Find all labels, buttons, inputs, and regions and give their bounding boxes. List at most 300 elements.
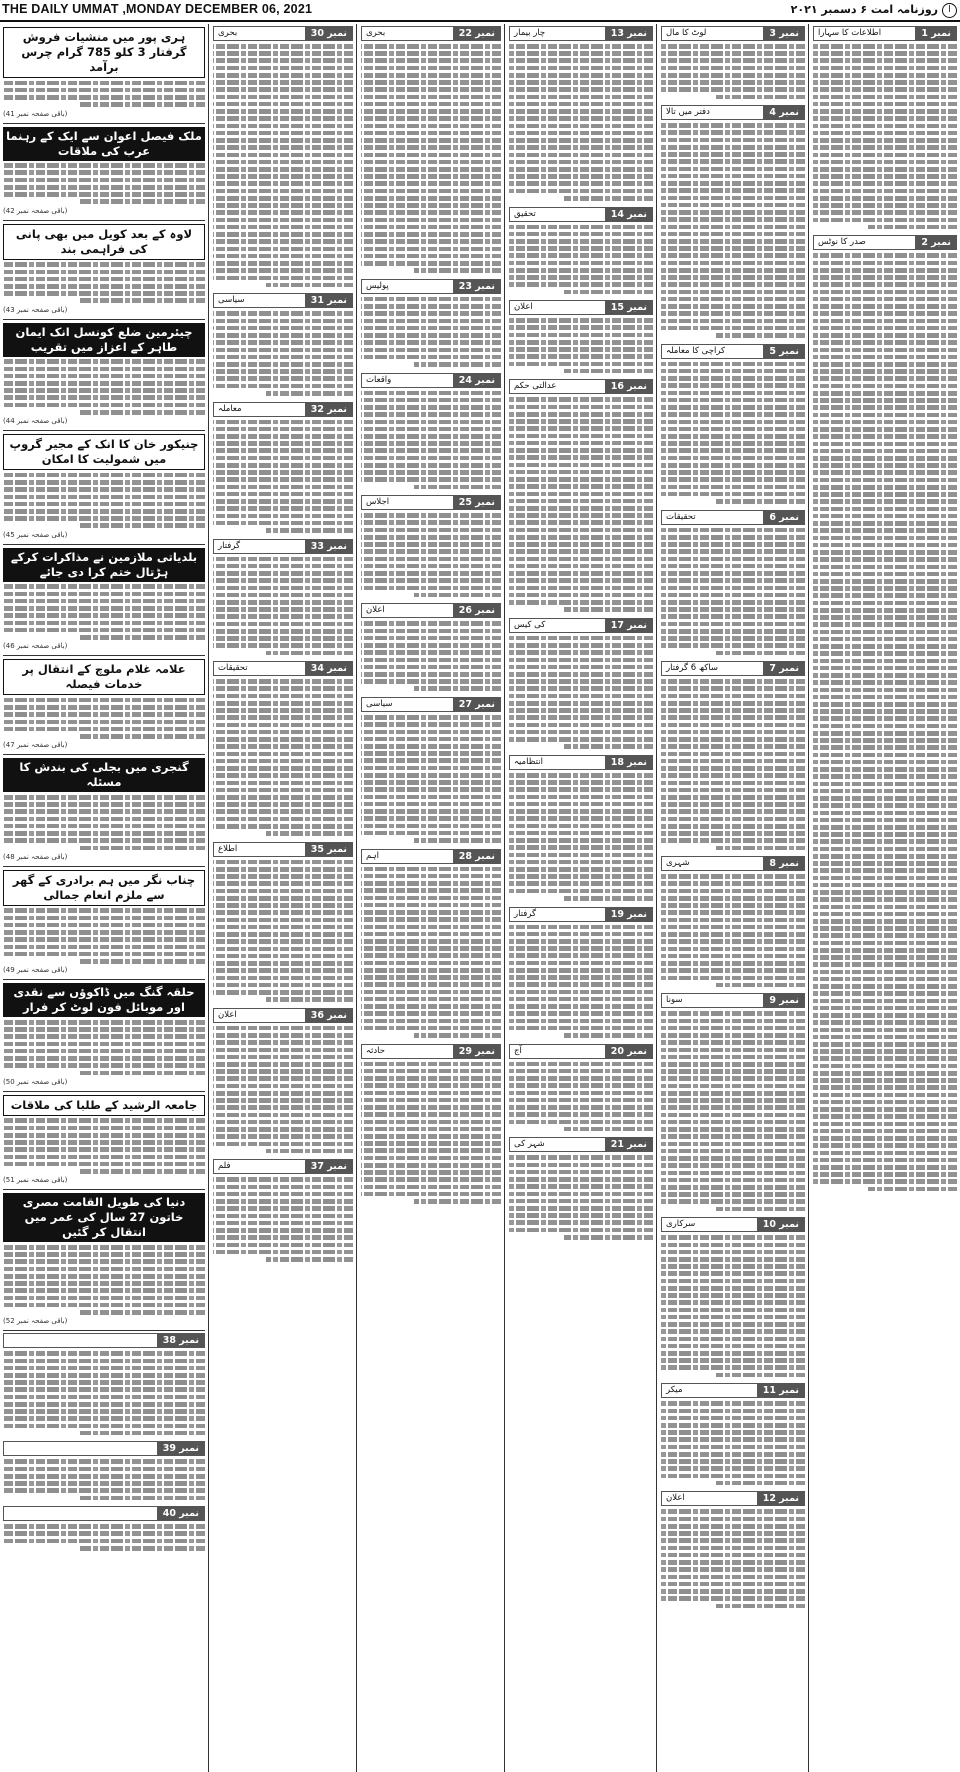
text-line (661, 420, 805, 425)
text-line (661, 383, 805, 388)
text-line (361, 1156, 501, 1161)
text-line (80, 298, 205, 303)
text-line (509, 1004, 653, 1009)
text-line (509, 982, 653, 987)
text-line (213, 593, 353, 598)
news-item-tag (509, 1137, 653, 1152)
text-line (813, 413, 957, 418)
text-line (661, 781, 805, 786)
text-line (213, 1084, 353, 1089)
news-item-category: سیاسی (213, 293, 305, 308)
text-line (3, 359, 205, 364)
text-line (213, 1069, 353, 1074)
text-line (509, 419, 653, 424)
text-line (813, 825, 957, 830)
text-line (813, 528, 957, 533)
text-line (661, 210, 805, 215)
text-line (361, 1026, 501, 1031)
text-line (213, 918, 353, 923)
news-item-number: نمبر 18 (605, 755, 653, 770)
news-brief-headline: چناب نگر میں ہم برادری کے گھر سے ملزم انعام جمالی (3, 870, 205, 906)
text-line (813, 297, 957, 302)
text-line (661, 44, 805, 49)
text-line (213, 910, 353, 915)
text-line (813, 622, 957, 627)
text-line (361, 715, 501, 720)
text-line (361, 441, 501, 446)
text-line (509, 557, 653, 562)
news-item-body (661, 528, 805, 656)
text-line (813, 818, 957, 823)
text-line (813, 492, 957, 497)
text-line (661, 968, 805, 973)
news-item-body (213, 860, 353, 1002)
text-line (213, 506, 353, 511)
text-line (361, 124, 501, 129)
text-line (266, 528, 353, 533)
news-item-body (213, 1026, 353, 1154)
text-line (661, 1344, 805, 1349)
text-line (813, 695, 957, 700)
text-line (509, 1091, 653, 1096)
text-line (661, 817, 805, 822)
text-line (509, 694, 653, 699)
text-line (3, 698, 205, 703)
text-line (361, 203, 501, 208)
news-item-category: سونا (661, 993, 763, 1008)
text-line (813, 218, 957, 223)
news-item-tag (361, 373, 501, 388)
text-line (661, 1589, 805, 1594)
text-line (213, 1142, 353, 1147)
text-line (361, 795, 501, 800)
text-line (3, 185, 205, 190)
text-line (509, 636, 653, 641)
text-line (813, 854, 957, 859)
news-item-tag (661, 510, 805, 525)
text-line (661, 1235, 805, 1240)
text-line (509, 535, 653, 540)
text-line (213, 80, 353, 85)
text-line (361, 73, 501, 78)
news-item-body (509, 1155, 653, 1239)
text-line (213, 261, 353, 266)
text-line (813, 167, 957, 172)
text-line (213, 614, 353, 619)
text-line (813, 174, 957, 179)
text-line (813, 919, 957, 924)
text-line (3, 1034, 205, 1039)
text-line (266, 831, 353, 836)
text-line (661, 1329, 805, 1334)
text-line (661, 1055, 805, 1060)
text-line (213, 340, 353, 345)
text-line (661, 80, 805, 85)
text-line (813, 80, 957, 85)
text-line (509, 275, 653, 280)
text-line (509, 1083, 653, 1088)
text-line (509, 189, 653, 194)
text-line (661, 723, 805, 728)
divider (3, 430, 205, 431)
text-line (361, 802, 501, 807)
text-line (3, 1409, 205, 1414)
text-line (813, 897, 957, 902)
text-line (361, 167, 501, 172)
news-brief-headline: بلدیاتی ملازمین نے مذاکرات کرکے ہڑتال ختم کرا دی جائے (3, 548, 205, 582)
text-line (213, 737, 353, 742)
text-line (361, 867, 501, 872)
text-line (213, 809, 353, 814)
text-line (361, 153, 501, 158)
text-line (3, 720, 205, 725)
text-line (813, 189, 957, 194)
text-line (213, 679, 353, 684)
text-line (661, 1430, 805, 1435)
text-line (361, 102, 501, 107)
text-line (509, 253, 653, 258)
text-line (661, 1199, 805, 1204)
news-brief-headline: ملک فیصل اعوان سے ایک کے رہنما عرب کی ملاقات (3, 127, 205, 161)
news-item-number: نمبر 5 (763, 344, 805, 359)
text-line (509, 232, 653, 237)
text-line (509, 1155, 653, 1160)
text-line (661, 1105, 805, 1110)
news-item (509, 907, 653, 1038)
text-line (509, 181, 653, 186)
text-line (509, 975, 653, 980)
text-line (361, 997, 501, 1002)
text-line (361, 932, 501, 937)
text-line (661, 925, 805, 930)
text-line (213, 247, 353, 252)
text-line (813, 948, 957, 953)
text-line (509, 795, 653, 800)
text-line (813, 557, 957, 562)
text-line (661, 838, 805, 843)
text-line (813, 95, 957, 100)
text-line (361, 470, 501, 475)
text-line (813, 1085, 957, 1090)
text-line (661, 802, 805, 807)
news-item (509, 26, 653, 201)
text-line (80, 635, 205, 640)
text-line (509, 853, 653, 858)
text-line (213, 434, 353, 439)
text-line (509, 1206, 653, 1211)
text-line (3, 1459, 205, 1464)
text-line (813, 340, 957, 345)
text-line (213, 1177, 353, 1182)
text-line (661, 456, 805, 461)
text-line (361, 116, 501, 121)
news-item-tag (213, 842, 353, 857)
text-line (661, 715, 805, 720)
text-line (564, 896, 653, 901)
text-line (813, 666, 957, 671)
text-line (414, 485, 501, 490)
text-line (361, 787, 501, 792)
news-brief-headline: لاوہ کے بعد کویل میں بھی پانی کی فراہمی بند (3, 224, 205, 260)
text-line (509, 1213, 653, 1218)
text-line (3, 1416, 205, 1421)
text-line (813, 1071, 957, 1076)
text-line (361, 405, 501, 410)
text-line (509, 405, 653, 410)
text-line (661, 947, 805, 952)
news-item (213, 1159, 353, 1261)
text-line (661, 1163, 805, 1168)
text-line (661, 1091, 805, 1096)
text-line (509, 1199, 653, 1204)
text-line (509, 131, 653, 136)
text-line (509, 708, 653, 713)
text-line (213, 95, 353, 100)
text-line (361, 1134, 501, 1139)
text-line (509, 679, 653, 684)
text-line (813, 376, 957, 381)
text-line (661, 1127, 805, 1132)
text-line (813, 550, 957, 555)
news-item-tag (661, 1491, 805, 1506)
text-line (213, 629, 353, 634)
text-line (361, 737, 501, 742)
continued-note: (باقی صفحہ نمبر 43) (3, 305, 68, 314)
text-line (509, 455, 653, 460)
text-line (661, 253, 805, 258)
text-line (661, 614, 805, 619)
text-line (3, 1380, 205, 1385)
text-line (3, 831, 205, 836)
text-line (813, 261, 957, 266)
news-brief (3, 659, 205, 749)
text-line (361, 549, 501, 554)
news-item-body (213, 311, 353, 395)
text-line (661, 463, 805, 468)
text-line (361, 1069, 501, 1074)
text-line (661, 362, 805, 367)
text-line (813, 1093, 957, 1098)
text-line (3, 1467, 205, 1472)
text-line (813, 955, 957, 960)
text-line (813, 1143, 957, 1148)
text-line (509, 174, 653, 179)
text-line (661, 434, 805, 439)
text-line (509, 463, 653, 468)
text-line (213, 557, 353, 562)
news-item-tag (361, 849, 501, 864)
text-line (661, 600, 805, 605)
text-line (661, 174, 805, 179)
text-line (509, 715, 653, 720)
text-line (213, 968, 353, 973)
text-line (213, 131, 353, 136)
text-line (509, 354, 653, 359)
text-line (813, 391, 957, 396)
news-brief-body (3, 1020, 205, 1075)
text-line (213, 773, 353, 778)
text-line (213, 160, 353, 165)
news-item-category: شہر کی (509, 1137, 605, 1152)
text-line (509, 946, 653, 951)
text-line (813, 933, 957, 938)
text-line (509, 1163, 653, 1168)
continued-note: (باقی صفحہ نمبر 42) (3, 206, 68, 215)
text-line (266, 391, 353, 396)
text-line (509, 578, 653, 583)
text-line (813, 109, 957, 114)
news-item-body (661, 44, 805, 99)
text-line (509, 73, 653, 78)
text-line (661, 1011, 805, 1016)
text-line (361, 333, 501, 338)
text-line (661, 730, 805, 735)
continued-note: (باقی صفحہ نمبر 41) (3, 109, 68, 118)
news-item-tag (661, 344, 805, 359)
text-line (661, 290, 805, 295)
text-line (661, 470, 805, 475)
news-item-number: نمبر 35 (305, 842, 353, 857)
text-line (661, 217, 805, 222)
text-line (813, 275, 957, 280)
text-line (213, 153, 353, 158)
continued-note: (باقی صفحہ نمبر 45) (3, 530, 68, 539)
text-line (661, 311, 805, 316)
text-line (509, 723, 653, 728)
text-line (661, 708, 805, 713)
text-line (361, 557, 501, 562)
text-line (361, 1019, 501, 1024)
news-brief-body (3, 1118, 205, 1173)
text-line (509, 261, 653, 266)
text-line (361, 420, 501, 425)
text-line (661, 1019, 805, 1024)
text-line (213, 694, 353, 699)
text-line (3, 1373, 205, 1378)
text-line (813, 131, 957, 136)
text-line (3, 1126, 205, 1131)
text-line (813, 716, 957, 721)
news-item (661, 1217, 805, 1377)
text-line (3, 923, 205, 928)
news-item-tag (509, 907, 653, 922)
news-brief (3, 548, 205, 651)
text-line (213, 196, 353, 201)
text-line (509, 658, 653, 663)
news-item-category: کی کیس (509, 618, 605, 633)
news-item-number: نمبر 25 (453, 495, 501, 510)
news-item (661, 26, 805, 99)
text-line (661, 1474, 805, 1479)
text-line (213, 744, 353, 749)
text-line (509, 145, 653, 150)
news-item-body (661, 874, 805, 987)
text-line (509, 362, 653, 367)
text-line (661, 939, 805, 944)
news-item-category: بحری (213, 26, 305, 41)
text-line (661, 831, 805, 836)
news-item-number: نمبر 31 (305, 293, 353, 308)
text-line (213, 521, 353, 526)
text-line (3, 809, 205, 814)
text-line (661, 1409, 805, 1414)
text-line (509, 520, 653, 525)
text-line (813, 803, 957, 808)
text-line (509, 1026, 653, 1031)
text-line (3, 727, 205, 732)
text-line (361, 513, 501, 518)
masthead-urdu: روزنامہ امت ۶ دسمبر ۲۰۲۱ (790, 3, 938, 16)
divider (3, 220, 205, 221)
text-line (509, 787, 653, 792)
text-line (361, 448, 501, 453)
text-line (361, 903, 501, 908)
news-item-category: اعلان (509, 300, 605, 315)
news-item-body (361, 621, 501, 691)
text-line (813, 58, 957, 63)
news-item-category: فلم (213, 1159, 305, 1174)
text-line (361, 145, 501, 150)
news-column-1 (810, 24, 960, 1772)
text-line (509, 116, 653, 121)
news-item-number: نمبر 23 (453, 279, 501, 294)
text-line (661, 1062, 805, 1067)
text-line (813, 1158, 957, 1163)
news-brief-body (3, 163, 205, 204)
news-item-category: اطلاعات کا سہارا (813, 26, 915, 41)
news-item-number: نمبر 32 (305, 402, 353, 417)
text-line (213, 1243, 353, 1248)
text-line (813, 181, 957, 186)
text-line (361, 773, 501, 778)
text-line (3, 1162, 205, 1167)
text-line (213, 903, 353, 908)
text-line (213, 1105, 353, 1110)
text-line (661, 1040, 805, 1045)
news-item (509, 1137, 653, 1239)
text-line (661, 58, 805, 63)
text-line (361, 528, 501, 533)
news-item-number: نمبر 3 (763, 26, 805, 41)
text-line (509, 441, 653, 446)
text-line (813, 478, 957, 483)
text-line (213, 1134, 353, 1139)
text-line (813, 138, 957, 143)
text-line (213, 203, 353, 208)
news-item-category: تحقیقات (661, 510, 763, 525)
text-line (509, 586, 653, 591)
news-item-number: نمبر 11 (757, 1383, 805, 1398)
news-item (813, 235, 957, 1191)
news-item-tag (213, 661, 353, 676)
text-line (813, 304, 957, 309)
text-line (813, 876, 957, 881)
text-line (213, 889, 353, 894)
text-line (661, 976, 805, 981)
continued-note: (باقی صفحہ نمبر 47) (3, 741, 68, 750)
text-line (813, 470, 957, 475)
text-line (361, 1062, 501, 1067)
text-line (213, 1214, 353, 1219)
text-line (361, 1141, 501, 1146)
text-line (3, 270, 205, 275)
text-line (213, 896, 353, 901)
text-line (716, 846, 805, 851)
text-line (414, 686, 501, 691)
text-line (813, 116, 957, 121)
text-line (813, 153, 957, 158)
news-item-number: نمبر 13 (605, 26, 653, 41)
